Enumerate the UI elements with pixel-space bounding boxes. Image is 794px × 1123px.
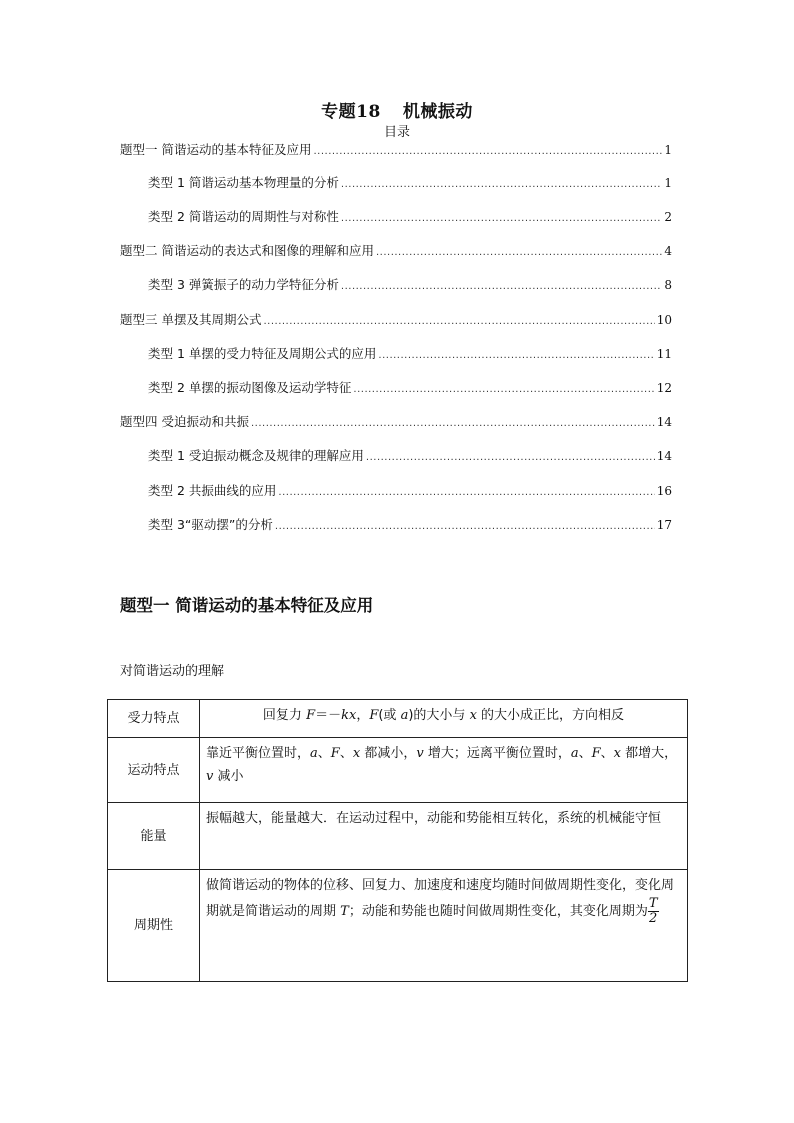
toc-entry-page: 1: [664, 143, 672, 157]
toc-leader-dots: [353, 382, 654, 398]
cell-text-fragment: 回复力: [262, 708, 307, 723]
toc-leader-dots: [251, 416, 655, 432]
intro-text: 对简谐运动的理解: [120, 664, 225, 679]
cell-text-fragment: 、: [317, 746, 331, 761]
toc-entry[interactable]: [148, 448, 672, 466]
table-row: [108, 738, 688, 803]
cell-text-fragment: 、: [578, 746, 592, 761]
toc-leader-dots: [366, 450, 655, 466]
toc-entry-page: 17: [656, 518, 672, 532]
toc-entry[interactable]: [148, 483, 672, 501]
toc-entry[interactable]: [120, 414, 672, 432]
toc-entry-label: 类型 2 单摆的振动图像及运动学特征: [148, 380, 352, 395]
table-value-cell: [200, 870, 688, 982]
toc-leader-dots: [378, 348, 654, 364]
cell-text-fragment: )的大小与: [408, 708, 470, 723]
toc-leader-dots: [263, 314, 654, 330]
table-value-cell: [200, 803, 688, 870]
document-title: [0, 97, 794, 122]
table-row: [108, 870, 688, 982]
cell-text-fragment: F: [330, 746, 340, 761]
table-row: [108, 803, 688, 870]
toc-leader-dots: [341, 177, 662, 193]
cell-text-fragment: v: [416, 746, 424, 761]
toc-entry-page: 8: [664, 278, 672, 292]
toc-entry-page: 12: [656, 381, 672, 395]
cell-text-fragment: 、: [339, 746, 353, 761]
title-topic-name: 机械振动: [402, 102, 473, 122]
toc-entry[interactable]: [148, 346, 672, 364]
toc-entry-page: 1: [664, 176, 672, 190]
toc-entry-page: 4: [664, 244, 672, 258]
cell-text-fragment: T: [340, 904, 349, 919]
table-key-cell: 运动特点: [108, 738, 200, 803]
table-row: [108, 700, 688, 738]
toc-entry-label: 类型 1 受迫振动概念及规律的理解应用: [148, 448, 364, 463]
toc-entry[interactable]: [148, 517, 672, 535]
toc-entry-label: 类型 1 单摆的受力特征及周期公式的应用: [148, 346, 377, 361]
cell-text-fragment: (或: [378, 708, 401, 723]
toc-entry-label: 题型二 简谐运动的表达式和图像的理解和应用: [120, 243, 374, 258]
toc-heading: 目录: [383, 125, 410, 140]
properties-table: [107, 699, 688, 982]
title-topic-number: 专题18: [321, 102, 381, 122]
toc-entry[interactable]: [148, 175, 672, 193]
toc-entry[interactable]: [120, 142, 672, 160]
cell-text-fragment: kx: [341, 708, 357, 723]
toc-leader-dots: [313, 144, 662, 160]
toc-entry[interactable]: [148, 209, 672, 227]
toc-leader-dots: [376, 245, 662, 261]
table-value-cell: [200, 700, 688, 738]
toc-entry-label: 题型三 单摆及其周期公式: [120, 312, 262, 327]
toc-entry-label: 类型 3 弹簧振子的动力学特征分析: [148, 277, 339, 292]
fraction-numerator: T: [648, 896, 658, 911]
cell-text-fragment: ＝－: [315, 708, 342, 723]
cell-text-fragment: 振幅越大，能量越大．在运动过程中，动能和势能相互转化，系统的机械能守恒: [206, 811, 662, 826]
toc-entry-label: 类型 2 简谐运动的周期性与对称性: [148, 209, 339, 224]
toc-leader-dots: [275, 519, 655, 535]
toc-entry-label: 题型四 受迫振动和共振: [120, 414, 249, 429]
cell-text-fragment: a: [310, 746, 318, 761]
period-fraction: [648, 897, 659, 926]
toc-leader-dots: [341, 279, 662, 295]
toc-leader-dots: [278, 485, 654, 501]
cell-text-fragment: 做简谐运动的物体的位移、回复力、加速度和速度均随时间做周期性变化，变化周期就是简谐运动的周期: [206, 878, 675, 919]
toc-entry-page: 14: [656, 415, 672, 429]
cell-text-fragment: ，: [356, 708, 370, 723]
cell-text-fragment: F: [306, 708, 316, 723]
cell-text-fragment: 都减小，: [360, 746, 417, 761]
cell-text-fragment: v: [206, 769, 214, 784]
cell-text-fragment: F: [369, 708, 379, 723]
toc-entry[interactable]: [120, 243, 672, 261]
toc-entry[interactable]: [148, 277, 672, 295]
toc-entry-page: 10: [656, 313, 672, 327]
cell-text-fragment: 靠近平衡位置时，: [206, 746, 311, 761]
cell-text-fragment: 都增大，: [621, 746, 678, 761]
cell-text-fragment: a: [570, 746, 579, 761]
toc-entry-label: 题型一 简谐运动的基本特征及应用: [120, 142, 312, 157]
table-key-cell: 周期性: [108, 870, 200, 982]
table-value-cell: [200, 738, 688, 803]
fraction-denominator: 2: [649, 911, 658, 926]
toc-leader-dots: [341, 211, 662, 227]
toc-entry[interactable]: [120, 312, 672, 330]
cell-text-fragment: 减小: [213, 769, 244, 784]
cell-text-fragment: a: [400, 708, 409, 723]
toc-entry-page: 2: [664, 210, 672, 224]
cell-text-fragment: F: [591, 746, 601, 761]
table-key-cell: 能量: [108, 803, 200, 870]
cell-text-fragment: 的大小成正比，方向相反: [476, 708, 625, 723]
cell-text-fragment: 、: [600, 746, 614, 761]
toc-entry-page: 14: [656, 449, 672, 463]
toc-entry[interactable]: [148, 380, 672, 398]
cell-text-fragment: 增大；远离平衡位置时，: [423, 746, 571, 761]
cell-text-fragment: x: [352, 746, 361, 761]
cell-text-fragment: x: [469, 708, 477, 723]
toc-entry-label: 类型 3“驱动摆”的分析: [148, 517, 273, 532]
toc-entry-page: 11: [656, 347, 672, 361]
cell-text-fragment: x: [613, 746, 621, 761]
table-key-cell: 受力特点: [108, 700, 200, 738]
section-heading: 题型一 简谐运动的基本特征及应用: [120, 596, 374, 615]
cell-text-fragment: ；动能和势能也随时间做周期性变化，其变化周期为: [348, 904, 648, 919]
toc-entry-page: 16: [656, 484, 672, 498]
toc-entry-label: 类型 1 简谐运动基本物理量的分析: [148, 175, 339, 190]
toc-entry-label: 类型 2 共振曲线的应用: [148, 483, 277, 498]
